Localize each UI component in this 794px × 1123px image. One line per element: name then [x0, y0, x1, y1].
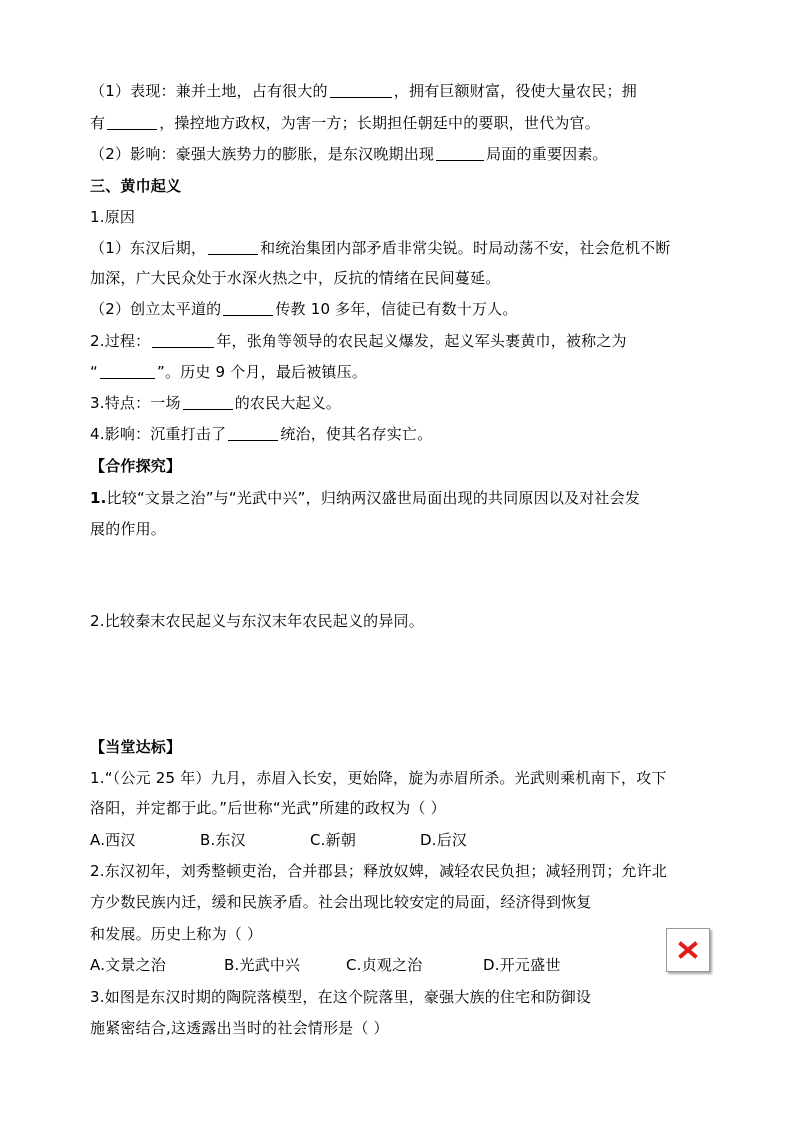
s2-line-1: [90, 81, 710, 101]
s3-c2-text-b: 传教 10 多年，信徒已有数十万人。: [275, 300, 518, 318]
test-q3-line-2: 施紧密结合,这透露出当时的社会情形是（ ）: [90, 1019, 389, 1037]
test-q2-line-3: 和发展。历史上称为（ ）: [90, 925, 263, 943]
blank[interactable]: [100, 364, 155, 379]
coop-heading: 【合作探究】: [90, 457, 182, 475]
option-a[interactable]: A.西汉: [90, 831, 136, 849]
test-q1-line-2: 洛阳，并定都于此。”后世称“光武”所建的政权为（ ）: [90, 799, 446, 817]
coop-q1-number: 1.: [90, 489, 107, 507]
s2-line-3: [90, 144, 710, 164]
coop-q1-line-2: 展的作用。: [90, 520, 167, 538]
blank[interactable]: [223, 301, 273, 316]
option-c[interactable]: C.新朝: [310, 831, 357, 849]
s3-cause-line-1: [90, 238, 710, 258]
s3-feat-text-a: 3.特点：一场: [90, 394, 181, 412]
blank[interactable]: [436, 146, 484, 161]
s3-c1-text-a: （1）东汉后期，: [90, 239, 207, 257]
s2-p1-text-b: ，拥有巨额财富，役使大量农民；拥: [393, 82, 637, 100]
test-q2-line-1: 2.东汉初年，刘秀整顿吏治，合并郡县；释放奴婢，减轻农民负担；减轻刑罚；允许北: [90, 862, 668, 880]
broken-image-icon: [676, 938, 700, 962]
s3-influence-line: [90, 424, 710, 444]
test-q1-options: [90, 830, 710, 850]
s2-p1-text-c: 有: [90, 114, 106, 132]
test-q1-line-1: 1.“（公元 25 年）九月，赤眉入长安，更始降，旋为赤眉所杀。光武则乘机南下，攻下: [90, 769, 667, 787]
blank[interactable]: [183, 395, 233, 410]
s2-p2-text-b: 局面的重要因素。: [486, 145, 608, 163]
s3-process-line-2: [90, 362, 710, 382]
blank[interactable]: [208, 240, 258, 255]
s3-cause-line-3: [90, 299, 710, 319]
image-placeholder: [666, 928, 710, 972]
s3-inf-text-b: 统治，使其名存实亡。: [280, 425, 433, 443]
s3-proc-text-c: “: [90, 363, 98, 381]
blank[interactable]: [107, 115, 157, 130]
subheading-cause: 1.原因: [90, 208, 136, 226]
blank[interactable]: [330, 83, 392, 98]
option-d[interactable]: D.开元盛世: [483, 956, 561, 974]
test-q3-line-1: 3.如图是东汉时期的陶院落模型，在这个院落里，豪强大族的住宅和防御设: [90, 988, 592, 1006]
section-heading: 三、黄巾起义: [90, 177, 182, 195]
s3-feat-text-b: 的农民大起义。: [234, 394, 342, 412]
s3-proc-text-a: 2.过程：: [90, 332, 151, 350]
option-a[interactable]: A.文景之治: [90, 956, 166, 974]
s3-proc-text-b: 年，张角等领导的农民起义爆发，起义军头裹黄巾，被称之为: [216, 332, 627, 350]
test-heading: 【当堂达标】: [90, 738, 182, 756]
option-b[interactable]: B.光武中兴: [224, 956, 301, 974]
s2-p1-text-a: （1）表现：兼并土地，占有很大的: [90, 82, 328, 100]
s2-p2-text-a: （2）影响：豪强大族势力的膨胀，是东汉晚期出现: [90, 145, 435, 163]
option-b[interactable]: B.东汉: [200, 831, 246, 849]
blank[interactable]: [152, 333, 214, 348]
s2-line-2: [90, 113, 710, 133]
option-d[interactable]: D.后汉: [420, 831, 468, 849]
s3-cause-line-2: 加深，广大民众处于水深火热之中，反抗的情绪在民间蔓延。: [90, 269, 501, 287]
coop-q2: 2.比较秦末农民起义与东汉末年农民起义的异同。: [90, 612, 424, 630]
option-c[interactable]: C.贞观之治: [346, 956, 423, 974]
s3-feature-line: [90, 393, 710, 413]
s3-proc-text-d: ”。历史 9 个月，最后被镇压。: [156, 363, 368, 381]
coop-q1-line-1: [90, 488, 710, 508]
s3-process-line-1: [90, 331, 710, 351]
s2-p1-text-d: ，操控地方政权，为害一方；长期担任朝廷中的要职，世代为官。: [159, 114, 601, 132]
s3-inf-text-a: 4.影响：沉重打击了: [90, 425, 227, 443]
blank[interactable]: [228, 426, 278, 441]
test-q2-line-2: 方少数民族内迁，缓和民族矛盾。社会出现比较安定的局面，经济得到恢复: [90, 893, 592, 911]
coop-q1-text-a: 比较“文景之治”与“光武中兴”，归纳两汉盛世局面出现的共同原因以及对社会发: [106, 489, 641, 507]
s3-c2-text-a: （2）创立太平道的: [90, 300, 222, 318]
s3-c1-text-b: 和统治集团内部矛盾非常尖锐。时局动荡不安，社会危机不断: [260, 239, 671, 257]
test-q2-options: [90, 955, 710, 975]
